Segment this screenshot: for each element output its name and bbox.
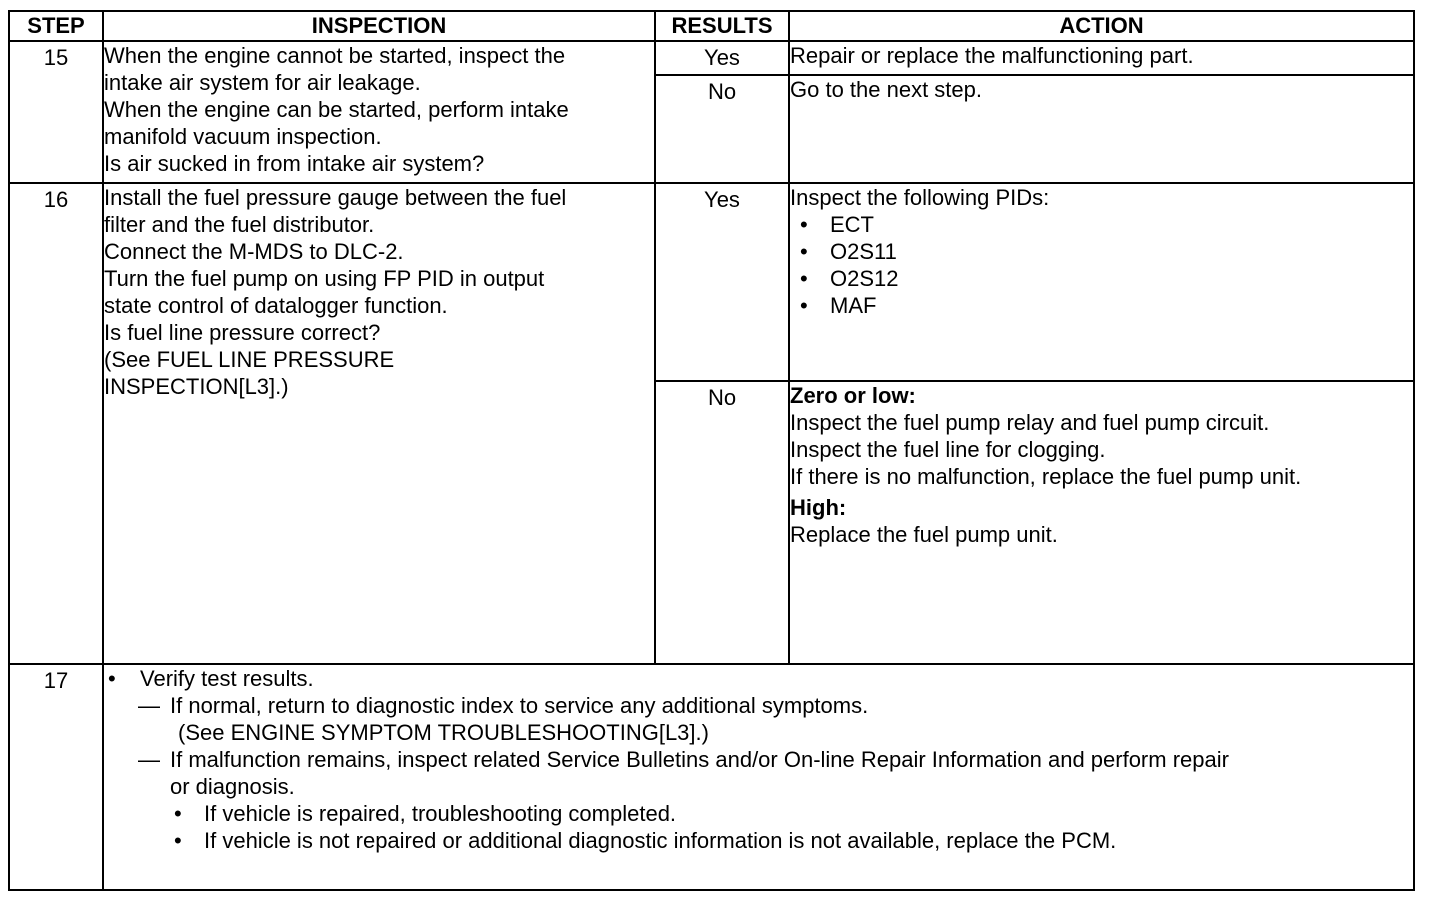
step-17-content (103, 664, 1414, 890)
pid-intro: Inspect the following PIDs: (790, 185, 1050, 210)
inspection-line: Connect the M-MDS to DLC-2. (104, 239, 404, 264)
inspection-line: (See FUEL LINE PRESSURE (104, 347, 395, 372)
inspection-line: When the engine cannot be started, inspect the (104, 43, 566, 68)
malfunction-item (104, 746, 1413, 773)
diagnostic-procedure-sheet (8, 10, 1415, 891)
verify-bullet: • Verify test results. (104, 665, 1413, 692)
normal-text: If normal, return to diagnostic index to service any additional symptoms. (170, 693, 869, 718)
pid-list (790, 211, 1413, 319)
step-15-action-no: Go to the next step. (789, 75, 1414, 183)
not-repaired-bullet: • If vehicle is not repaired or additional diagnostic information is not available, replace the PCM. (104, 827, 1413, 854)
step-15-yes-row (9, 41, 1414, 75)
step-15-number: 15 (9, 41, 103, 183)
step-16-number: 16 (9, 183, 103, 664)
action-line: If there is no malfunction, replace the fuel pump unit. (790, 464, 1302, 489)
action-line: Replace the fuel pump unit. (790, 522, 1058, 547)
action-line: Inspect the fuel line for clogging. (790, 437, 1106, 462)
header-action: ACTION (789, 11, 1414, 41)
step-16-inspection (103, 183, 655, 664)
inspection-line: manifold vacuum inspection. (104, 124, 382, 149)
step-15-inspection (103, 41, 655, 183)
header-results: RESULTS (655, 11, 789, 41)
high-heading: High: (790, 495, 847, 520)
step-15-action-yes: Repair or replace the malfunctioning part. (789, 41, 1414, 75)
step-15-result-yes: Yes (655, 41, 789, 75)
step-16-result-no: No (655, 381, 789, 664)
inspection-line: Turn the fuel pump on using FP PID in output (104, 266, 545, 291)
step-16-action-yes (789, 183, 1414, 381)
pid-item: • O2S11 (790, 238, 1413, 265)
header-step: STEP (9, 11, 103, 41)
inspection-line: When the engine can be started, perform intake (104, 97, 569, 122)
repaired-bullet: • If vehicle is repaired, troubleshooting completed. (104, 800, 1413, 827)
step-15-result-no: No (655, 75, 789, 183)
header-row (9, 11, 1414, 41)
pid-item: • O2S12 (790, 265, 1413, 292)
inspection-line: filter and the fuel distributor. (104, 212, 375, 237)
inspection-line: Is air sucked in from intake air system? (104, 151, 485, 176)
step-17-row (9, 664, 1414, 890)
action-line: Inspect the fuel pump relay and fuel pump circuit. (790, 410, 1270, 435)
dash-marker: — (138, 747, 160, 772)
malfunction-continued: or diagnosis. (170, 774, 295, 799)
zero-or-low-heading: Zero or low: (790, 383, 916, 408)
inspection-line: INSPECTION[L3].) (104, 374, 289, 399)
pid-item: • ECT (790, 211, 1413, 238)
normal-item (104, 692, 1413, 719)
step-17-number: 17 (9, 664, 103, 890)
step-16-result-yes: Yes (655, 183, 789, 381)
inspection-line: state control of datalogger function. (104, 293, 448, 318)
step-16-action-no (789, 381, 1414, 664)
malfunction-text: If malfunction remains, inspect related Service Bulletins and/or On-line Repair Information and perform repair (170, 747, 1229, 772)
dash-marker: — (138, 693, 160, 718)
step-16-yes-row (9, 183, 1414, 381)
inspection-line: Is fuel line pressure correct? (104, 320, 381, 345)
header-inspection: INSPECTION (103, 11, 655, 41)
normal-see-reference: (See ENGINE SYMPTOM TROUBLESHOOTING[L3].) (178, 720, 709, 745)
inspection-line: Install the fuel pressure gauge between the fuel (104, 185, 567, 210)
inspection-line: intake air system for air leakage. (104, 70, 421, 95)
pid-item: • MAF (790, 292, 1413, 319)
diagnostic-table (8, 10, 1415, 891)
